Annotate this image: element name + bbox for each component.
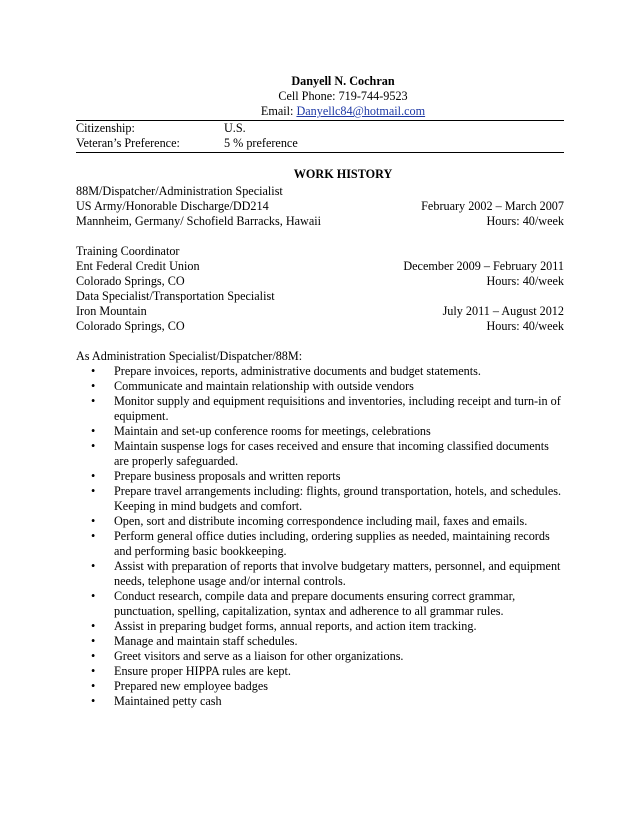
bullet-icon: • — [91, 469, 96, 483]
job-entry-iron-mountain — [76, 289, 564, 334]
job-location: Mannheim, Germany/ Schofield Barracks, Hawaii — [76, 214, 322, 228]
job-title: Training Coordinator — [76, 244, 180, 258]
candidate-name: Danyell N. Cochran — [291, 74, 395, 88]
bullet-icon: • — [91, 529, 96, 543]
job-location: Colorado Springs, CO — [76, 274, 185, 288]
email-line — [122, 104, 564, 119]
list-item: • Prepare invoices, reports, administrative documents and budget statements. — [91, 364, 481, 378]
duties-list — [76, 364, 564, 709]
bullet-icon: • — [91, 484, 96, 498]
citizenship-row — [76, 121, 564, 136]
bullet-icon: • — [91, 619, 96, 633]
job-org: US Army/Honorable Discharge/DD214 — [76, 199, 269, 213]
bullet-icon: • — [91, 559, 96, 573]
job-dates: December 2009 – February 2011 — [403, 259, 564, 273]
job-org: Iron Mountain — [76, 304, 147, 318]
job-location: Colorado Springs, CO — [76, 319, 185, 333]
bullet-icon: • — [91, 649, 96, 663]
bullet-icon: • — [91, 634, 96, 648]
list-item: • Maintain suspense logs for cases received and ensure that incoming classified documents are properly safeguarded. — [91, 439, 549, 468]
list-item: • Open, sort and distribute incoming correspondence including mail, faxes and emails. — [91, 514, 528, 528]
email-label: Email: — [260, 104, 297, 118]
bullet-icon: • — [91, 424, 96, 438]
job-hours: Hours: 40/week — [486, 319, 564, 333]
veteran-preference-value: 5 % preference — [224, 136, 298, 150]
list-item: • Manage and maintain staff schedules. — [91, 634, 298, 648]
list-item: • Prepare business proposals and written reports — [91, 469, 341, 483]
list-item: • Greet visitors and serve as a liaison for other organizations. — [91, 649, 404, 663]
bullet-icon: • — [91, 679, 96, 693]
resume-page — [76, 74, 564, 709]
bullet-icon: • — [91, 364, 96, 378]
section-title-work-history: WORK HISTORY — [293, 167, 393, 181]
job-title: 88M/Dispatcher/Administration Specialist — [76, 184, 283, 198]
list-item: • Ensure proper HIPPA rules are kept. — [91, 664, 291, 678]
job-dates: July 2011 – August 2012 — [442, 304, 564, 318]
job-title: Data Specialist/Transportation Specialist — [76, 289, 275, 303]
phone-line: Cell Phone: 719-744-9523 — [278, 89, 408, 103]
list-item: • Assist in preparing budget forms, annual reports, and action item tracking. — [91, 619, 477, 633]
list-item: • Perform general office duties including, ordering supplies as needed, maintaining records and performing basic bookkeeping. — [91, 529, 550, 558]
bullet-icon: • — [91, 439, 96, 453]
list-item: • Assist with preparation of reports that involve budgetary matters, personnel, and equipment needs, telephone usage and/or internal controls. — [91, 559, 561, 588]
citizenship-value: U.S. — [224, 121, 246, 135]
job-hours: Hours: 40/week — [486, 214, 564, 228]
citizenship-label: Citizenship: — [76, 121, 135, 135]
bullet-icon: • — [91, 664, 96, 678]
job-entry-ent-federal — [76, 244, 564, 289]
email-link[interactable]: Danyellc84@hotmail.com — [296, 104, 426, 118]
list-item: • Prepared new employee badges — [91, 679, 268, 693]
bullet-icon: • — [91, 589, 96, 603]
list-item: • Communicate and maintain relationship with outside vendors — [91, 379, 414, 393]
bullet-icon: • — [91, 394, 96, 408]
job-hours: Hours: 40/week — [486, 274, 564, 288]
bullet-icon: • — [91, 694, 96, 708]
list-item: • Maintain and set-up conference rooms for meetings, celebrations — [91, 424, 431, 438]
personal-divider — [76, 152, 564, 153]
personal-info — [76, 121, 564, 151]
resume-header — [122, 74, 564, 119]
list-item: • Maintained petty cash — [91, 694, 222, 708]
job-dates: February 2002 – March 2007 — [421, 199, 564, 213]
bullet-icon: • — [91, 379, 96, 393]
list-item: • Monitor supply and equipment requisitions and inventories, including receipt and turn-in of equipment. — [91, 394, 561, 423]
job-org: Ent Federal Credit Union — [76, 259, 200, 273]
duties-intro: As Administration Specialist/Dispatcher/88M: — [76, 349, 303, 363]
list-item: • Prepare travel arrangements including: flights, ground transportation, hotels, and schedules. Keeping in mind budgets and comfort. — [91, 484, 562, 513]
veteran-preference-row — [76, 136, 564, 151]
veteran-preference-label: Veteran’s Preference: — [76, 136, 180, 150]
list-item: • Conduct research, compile data and prepare documents ensuring correct grammar, punctuation, spelling, capitalization, syntax and adherence to all grammar rules. — [91, 589, 516, 618]
bullet-icon: • — [91, 514, 96, 528]
job-entry-army — [76, 184, 564, 229]
